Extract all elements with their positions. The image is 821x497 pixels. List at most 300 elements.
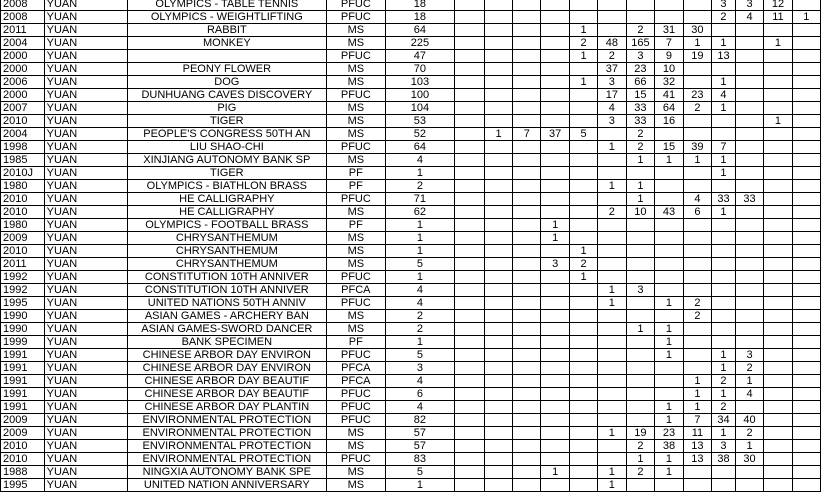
cell-description[interactable]: ENVIRONMENTAL PROTECTION — [127, 453, 326, 466]
cell-g13[interactable] — [792, 349, 820, 362]
cell-g11[interactable]: 3 — [735, 0, 763, 11]
cell-g2[interactable] — [484, 323, 512, 336]
cell-g4[interactable] — [541, 11, 569, 24]
cell-g9[interactable] — [683, 63, 711, 76]
cell-description[interactable]: ASIAN GAMES - ARCHERY BAN — [127, 310, 326, 323]
cell-g6[interactable] — [598, 440, 626, 453]
cell-g13[interactable] — [792, 427, 820, 440]
cell-year[interactable]: 2000 — [1, 63, 45, 76]
cell-g4[interactable] — [541, 375, 569, 388]
cell-g1[interactable] — [455, 440, 485, 453]
cell-g10[interactable]: 1 — [712, 154, 736, 167]
cell-g9[interactable]: 13 — [683, 453, 711, 466]
cell-g6[interactable]: 1 — [598, 284, 626, 297]
cell-g4[interactable] — [541, 323, 569, 336]
cell-g5[interactable]: 1 — [569, 50, 597, 63]
cell-description[interactable]: CHINESE ARBOR DAY PLANTIN — [127, 401, 326, 414]
cell-g7[interactable]: 23 — [626, 63, 655, 76]
cell-g6[interactable] — [598, 193, 626, 206]
cell-g6[interactable] — [598, 154, 626, 167]
cell-g13[interactable] — [792, 401, 820, 414]
cell-g3[interactable] — [513, 141, 541, 154]
cell-g10[interactable]: 4 — [712, 89, 736, 102]
cell-g12[interactable] — [764, 50, 792, 63]
cell-year[interactable]: 1995 — [1, 479, 45, 492]
cell-g11[interactable]: 1 — [735, 375, 763, 388]
cell-currency[interactable]: YUAN — [44, 115, 127, 128]
cell-g8[interactable]: 43 — [655, 206, 683, 219]
cell-g5[interactable] — [569, 414, 597, 427]
cell-g12[interactable] — [764, 440, 792, 453]
cell-g13[interactable] — [792, 375, 820, 388]
cell-g2[interactable] — [484, 453, 512, 466]
cell-g2[interactable] — [484, 362, 512, 375]
cell-g11[interactable] — [735, 297, 763, 310]
cell-g1[interactable] — [455, 232, 485, 245]
cell-g10[interactable]: 1 — [712, 362, 736, 375]
cell-description[interactable]: HE CALLIGRAPHY — [127, 206, 326, 219]
cell-description[interactable]: UNITED NATION ANNIVERSARY — [127, 479, 326, 492]
cell-g11[interactable] — [735, 167, 763, 180]
cell-g6[interactable]: 2 — [598, 206, 626, 219]
cell-description[interactable]: PEONY FLOWER — [127, 63, 326, 76]
cell-g5[interactable] — [569, 323, 597, 336]
cell-g13[interactable] — [792, 180, 820, 193]
cell-g9[interactable] — [683, 11, 711, 24]
cell-g3[interactable] — [513, 50, 541, 63]
cell-g10[interactable]: 2 — [712, 375, 736, 388]
cell-currency[interactable]: YUAN — [44, 466, 127, 479]
cell-currency[interactable]: YUAN — [44, 310, 127, 323]
cell-grade[interactable]: MS — [326, 24, 385, 37]
cell-currency[interactable]: YUAN — [44, 89, 127, 102]
cell-g4[interactable]: 1 — [541, 232, 569, 245]
cell-g13[interactable] — [792, 271, 820, 284]
cell-g12[interactable] — [764, 76, 792, 89]
cell-grade[interactable]: PFUC — [326, 297, 385, 310]
cell-year[interactable]: 2000 — [1, 50, 45, 63]
cell-description[interactable]: OLYMPICS - TABLE TENNIS — [127, 0, 326, 11]
cell-year[interactable]: 1998 — [1, 141, 45, 154]
cell-g2[interactable] — [484, 245, 512, 258]
cell-g9[interactable]: 7 — [683, 414, 711, 427]
cell-year[interactable]: 1991 — [1, 375, 45, 388]
cell-g1[interactable] — [455, 479, 485, 492]
cell-g10[interactable] — [712, 479, 736, 492]
cell-g1[interactable] — [455, 89, 485, 102]
cell-g4[interactable] — [541, 24, 569, 37]
cell-g9[interactable]: 23 — [683, 89, 711, 102]
cell-grade[interactable]: MS — [326, 206, 385, 219]
cell-grade[interactable]: MS — [326, 258, 385, 271]
cell-g12[interactable] — [764, 232, 792, 245]
cell-g5[interactable] — [569, 0, 597, 11]
cell-g2[interactable] — [484, 297, 512, 310]
cell-g2[interactable] — [484, 349, 512, 362]
cell-g5[interactable] — [569, 154, 597, 167]
cell-total[interactable]: 5 — [385, 258, 454, 271]
cell-g8[interactable] — [655, 310, 683, 323]
cell-g10[interactable]: 34 — [712, 414, 736, 427]
cell-total[interactable]: 5 — [385, 349, 454, 362]
cell-g11[interactable] — [735, 50, 763, 63]
cell-g3[interactable] — [513, 206, 541, 219]
cell-g2[interactable] — [484, 154, 512, 167]
cell-g9[interactable]: 1 — [683, 401, 711, 414]
cell-total[interactable]: 104 — [385, 102, 454, 115]
cell-currency[interactable]: YUAN — [44, 297, 127, 310]
cell-total[interactable]: 4 — [385, 401, 454, 414]
cell-g8[interactable] — [655, 362, 683, 375]
cell-currency[interactable]: YUAN — [44, 362, 127, 375]
cell-g3[interactable] — [513, 219, 541, 232]
cell-grade[interactable]: MS — [326, 63, 385, 76]
cell-g1[interactable] — [455, 349, 485, 362]
cell-g8[interactable]: 7 — [655, 37, 683, 50]
cell-g7[interactable]: 66 — [626, 76, 655, 89]
cell-g4[interactable]: 1 — [541, 219, 569, 232]
cell-g11[interactable]: 30 — [735, 453, 763, 466]
cell-g3[interactable] — [513, 180, 541, 193]
cell-currency[interactable]: YUAN — [44, 375, 127, 388]
cell-g13[interactable] — [792, 37, 820, 50]
cell-description[interactable] — [127, 50, 326, 63]
cell-g10[interactable]: 1 — [712, 388, 736, 401]
cell-g4[interactable]: 37 — [541, 128, 569, 141]
cell-g9[interactable]: 30 — [683, 24, 711, 37]
cell-g13[interactable]: 1 — [792, 11, 820, 24]
cell-g7[interactable] — [626, 310, 655, 323]
cell-g1[interactable] — [455, 427, 485, 440]
cell-g8[interactable]: 1 — [655, 323, 683, 336]
cell-g8[interactable] — [655, 245, 683, 258]
cell-g5[interactable]: 1 — [569, 76, 597, 89]
cell-g2[interactable] — [484, 310, 512, 323]
cell-g1[interactable] — [455, 453, 485, 466]
cell-g1[interactable] — [455, 336, 485, 349]
cell-g1[interactable] — [455, 11, 485, 24]
cell-currency[interactable]: YUAN — [44, 453, 127, 466]
cell-g7[interactable] — [626, 362, 655, 375]
cell-g12[interactable] — [764, 206, 792, 219]
cell-g11[interactable] — [735, 232, 763, 245]
cell-g7[interactable] — [626, 336, 655, 349]
cell-g10[interactable] — [712, 219, 736, 232]
cell-g11[interactable]: 40 — [735, 414, 763, 427]
cell-g9[interactable] — [683, 258, 711, 271]
cell-g2[interactable] — [484, 388, 512, 401]
cell-g1[interactable] — [455, 24, 485, 37]
cell-g1[interactable] — [455, 219, 485, 232]
cell-g12[interactable] — [764, 297, 792, 310]
cell-g3[interactable] — [513, 310, 541, 323]
cell-g10[interactable] — [712, 323, 736, 336]
cell-g4[interactable] — [541, 50, 569, 63]
cell-g8[interactable]: 15 — [655, 141, 683, 154]
cell-g12[interactable] — [764, 258, 792, 271]
cell-currency[interactable]: YUAN — [44, 141, 127, 154]
cell-g5[interactable] — [569, 349, 597, 362]
cell-g6[interactable] — [598, 401, 626, 414]
cell-g8[interactable]: 32 — [655, 76, 683, 89]
cell-grade[interactable]: PF — [326, 336, 385, 349]
cell-g3[interactable] — [513, 11, 541, 24]
cell-g12[interactable] — [764, 219, 792, 232]
cell-g13[interactable] — [792, 453, 820, 466]
cell-g5[interactable] — [569, 102, 597, 115]
cell-g13[interactable] — [792, 219, 820, 232]
cell-g11[interactable] — [735, 206, 763, 219]
cell-g8[interactable] — [655, 232, 683, 245]
cell-total[interactable]: 4 — [385, 375, 454, 388]
cell-currency[interactable]: YUAN — [44, 219, 127, 232]
cell-g4[interactable] — [541, 271, 569, 284]
cell-currency[interactable]: YUAN — [44, 245, 127, 258]
cell-g7[interactable]: 1 — [626, 154, 655, 167]
cell-grade[interactable]: MS — [326, 323, 385, 336]
cell-g8[interactable]: 38 — [655, 440, 683, 453]
cell-g3[interactable] — [513, 440, 541, 453]
cell-currency[interactable]: YUAN — [44, 258, 127, 271]
cell-g2[interactable] — [484, 115, 512, 128]
cell-g3[interactable] — [513, 284, 541, 297]
cell-year[interactable]: 2011 — [1, 24, 45, 37]
cell-g6[interactable] — [598, 0, 626, 11]
cell-g2[interactable] — [484, 102, 512, 115]
cell-grade[interactable]: PFUC — [326, 141, 385, 154]
cell-g12[interactable] — [764, 167, 792, 180]
cell-description[interactable]: NINGXIA AUTONOMY BANK SPE — [127, 466, 326, 479]
cell-g11[interactable]: 4 — [735, 388, 763, 401]
cell-g3[interactable] — [513, 349, 541, 362]
cell-description[interactable]: ENVIRONMENTAL PROTECTION — [127, 427, 326, 440]
cell-g11[interactable]: 2 — [735, 362, 763, 375]
cell-g12[interactable] — [764, 427, 792, 440]
cell-g10[interactable] — [712, 258, 736, 271]
cell-g8[interactable] — [655, 219, 683, 232]
cell-description[interactable]: PIG — [127, 102, 326, 115]
cell-g8[interactable] — [655, 0, 683, 11]
cell-grade[interactable]: MS — [326, 115, 385, 128]
cell-grade[interactable]: PFUC — [326, 388, 385, 401]
cell-g11[interactable] — [735, 76, 763, 89]
cell-g2[interactable] — [484, 336, 512, 349]
cell-g12[interactable]: 1 — [764, 115, 792, 128]
cell-g9[interactable] — [683, 128, 711, 141]
cell-description[interactable]: LIU SHAO-CHI — [127, 141, 326, 154]
cell-g11[interactable] — [735, 102, 763, 115]
cell-total[interactable]: 47 — [385, 50, 454, 63]
cell-g1[interactable] — [455, 388, 485, 401]
cell-g8[interactable]: 1 — [655, 453, 683, 466]
cell-g5[interactable] — [569, 219, 597, 232]
cell-g3[interactable] — [513, 102, 541, 115]
cell-g6[interactable] — [598, 219, 626, 232]
cell-g10[interactable]: 7 — [712, 141, 736, 154]
cell-g6[interactable]: 1 — [598, 479, 626, 492]
cell-currency[interactable]: YUAN — [44, 323, 127, 336]
cell-g9[interactable] — [683, 349, 711, 362]
cell-g4[interactable] — [541, 401, 569, 414]
cell-year[interactable]: 1990 — [1, 323, 45, 336]
cell-g13[interactable] — [792, 362, 820, 375]
cell-g6[interactable] — [598, 128, 626, 141]
cell-g4[interactable] — [541, 115, 569, 128]
cell-g11[interactable] — [735, 258, 763, 271]
cell-g8[interactable] — [655, 284, 683, 297]
cell-g1[interactable] — [455, 401, 485, 414]
cell-grade[interactable]: MS — [326, 76, 385, 89]
cell-g7[interactable] — [626, 479, 655, 492]
cell-g9[interactable] — [683, 167, 711, 180]
cell-g7[interactable] — [626, 349, 655, 362]
cell-currency[interactable]: YUAN — [44, 24, 127, 37]
cell-g11[interactable]: 4 — [735, 11, 763, 24]
cell-g9[interactable] — [683, 245, 711, 258]
cell-g1[interactable] — [455, 297, 485, 310]
cell-g1[interactable] — [455, 37, 485, 50]
cell-grade[interactable]: PFCA — [326, 362, 385, 375]
cell-currency[interactable]: YUAN — [44, 349, 127, 362]
cell-g3[interactable] — [513, 323, 541, 336]
cell-total[interactable]: 103 — [385, 76, 454, 89]
cell-g2[interactable] — [484, 89, 512, 102]
cell-description[interactable]: HE CALLIGRAPHY — [127, 193, 326, 206]
cell-total[interactable]: 70 — [385, 63, 454, 76]
cell-g10[interactable] — [712, 284, 736, 297]
cell-description[interactable]: DOG — [127, 76, 326, 89]
cell-year[interactable]: 2009 — [1, 414, 45, 427]
cell-g13[interactable] — [792, 102, 820, 115]
cell-year[interactable]: 2010J — [1, 167, 45, 180]
cell-g8[interactable]: 1 — [655, 297, 683, 310]
cell-g7[interactable] — [626, 401, 655, 414]
cell-g6[interactable]: 48 — [598, 37, 626, 50]
cell-g4[interactable] — [541, 388, 569, 401]
cell-g11[interactable] — [735, 401, 763, 414]
cell-g1[interactable] — [455, 0, 485, 11]
cell-grade[interactable]: PF — [326, 219, 385, 232]
cell-g3[interactable] — [513, 115, 541, 128]
cell-g2[interactable]: 1 — [484, 128, 512, 141]
cell-g11[interactable] — [735, 310, 763, 323]
cell-g8[interactable] — [655, 388, 683, 401]
cell-grade[interactable]: MS — [326, 232, 385, 245]
cell-total[interactable]: 83 — [385, 453, 454, 466]
cell-g5[interactable] — [569, 336, 597, 349]
cell-g13[interactable] — [792, 24, 820, 37]
cell-g11[interactable] — [735, 115, 763, 128]
cell-g1[interactable] — [455, 466, 485, 479]
cell-g4[interactable] — [541, 297, 569, 310]
cell-g10[interactable] — [712, 310, 736, 323]
cell-g8[interactable] — [655, 128, 683, 141]
cell-g5[interactable]: 1 — [569, 245, 597, 258]
cell-g4[interactable]: 1 — [541, 466, 569, 479]
cell-year[interactable]: 1980 — [1, 219, 45, 232]
cell-description[interactable]: OLYMPICS - FOOTBALL BRASS — [127, 219, 326, 232]
cell-g1[interactable] — [455, 128, 485, 141]
cell-g12[interactable] — [764, 89, 792, 102]
cell-g12[interactable] — [764, 102, 792, 115]
cell-g5[interactable] — [569, 89, 597, 102]
cell-g1[interactable] — [455, 50, 485, 63]
cell-g11[interactable] — [735, 24, 763, 37]
cell-g11[interactable] — [735, 180, 763, 193]
cell-total[interactable]: 62 — [385, 206, 454, 219]
cell-g5[interactable] — [569, 440, 597, 453]
cell-g9[interactable] — [683, 466, 711, 479]
cell-g9[interactable]: 1 — [683, 154, 711, 167]
cell-year[interactable]: 2008 — [1, 11, 45, 24]
cell-g1[interactable] — [455, 271, 485, 284]
cell-grade[interactable]: PFUC — [326, 50, 385, 63]
cell-description[interactable]: CHINESE ARBOR DAY ENVIRON — [127, 362, 326, 375]
cell-g10[interactable]: 33 — [712, 193, 736, 206]
cell-g2[interactable] — [484, 232, 512, 245]
cell-g9[interactable]: 11 — [683, 427, 711, 440]
cell-g13[interactable] — [792, 310, 820, 323]
cell-g1[interactable] — [455, 323, 485, 336]
cell-g9[interactable]: 1 — [683, 37, 711, 50]
cell-g8[interactable]: 16 — [655, 115, 683, 128]
cell-g1[interactable] — [455, 310, 485, 323]
cell-g1[interactable] — [455, 258, 485, 271]
cell-g2[interactable] — [484, 479, 512, 492]
cell-g13[interactable] — [792, 245, 820, 258]
cell-total[interactable]: 4 — [385, 154, 454, 167]
cell-g3[interactable] — [513, 453, 541, 466]
cell-g9[interactable] — [683, 479, 711, 492]
cell-g3[interactable] — [513, 427, 541, 440]
cell-g7[interactable] — [626, 0, 655, 11]
cell-g13[interactable] — [792, 193, 820, 206]
cell-g7[interactable]: 2 — [626, 440, 655, 453]
cell-g13[interactable] — [792, 89, 820, 102]
cell-g3[interactable] — [513, 245, 541, 258]
cell-g3[interactable] — [513, 193, 541, 206]
cell-total[interactable]: 2 — [385, 180, 454, 193]
cell-currency[interactable]: YUAN — [44, 232, 127, 245]
cell-g11[interactable] — [735, 336, 763, 349]
cell-g6[interactable]: 2 — [598, 50, 626, 63]
cell-g2[interactable] — [484, 63, 512, 76]
cell-g7[interactable]: 2 — [626, 141, 655, 154]
cell-g10[interactable]: 1 — [712, 76, 736, 89]
cell-grade[interactable]: PFUC — [326, 349, 385, 362]
cell-g13[interactable] — [792, 141, 820, 154]
cell-g6[interactable]: 1 — [598, 427, 626, 440]
cell-total[interactable]: 2 — [385, 323, 454, 336]
cell-currency[interactable]: YUAN — [44, 128, 127, 141]
cell-description[interactable]: BANK SPECIMEN — [127, 336, 326, 349]
cell-description[interactable]: OLYMPICS - BIATHLON BRASS — [127, 180, 326, 193]
cell-g10[interactable] — [712, 466, 736, 479]
cell-g12[interactable] — [764, 284, 792, 297]
cell-g6[interactable]: 1 — [598, 466, 626, 479]
cell-year[interactable]: 2010 — [1, 245, 45, 258]
cell-g8[interactable]: 31 — [655, 24, 683, 37]
cell-g8[interactable]: 23 — [655, 427, 683, 440]
cell-g4[interactable]: 3 — [541, 258, 569, 271]
cell-currency[interactable]: YUAN — [44, 336, 127, 349]
cell-g12[interactable] — [764, 141, 792, 154]
cell-g9[interactable]: 6 — [683, 206, 711, 219]
cell-grade[interactable]: PFUC — [326, 193, 385, 206]
cell-description[interactable]: DUNHUANG CAVES DISCOVERY — [127, 89, 326, 102]
cell-g10[interactable]: 13 — [712, 50, 736, 63]
cell-year[interactable]: 2004 — [1, 37, 45, 50]
